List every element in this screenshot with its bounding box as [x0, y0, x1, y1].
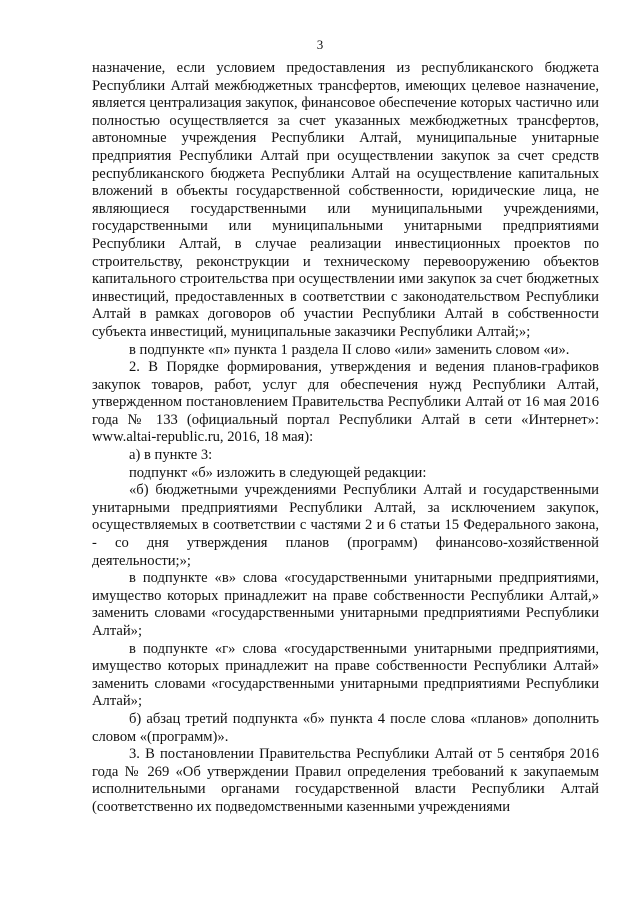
paragraph-item-3: 3. В постановлении Правительства Республики Алтай от 5 сентября 2016 года № 269 «Об утверждении Правил определения требований к закупаемым исполнительными органами государственной власти Республики Алтай (соответственно их подведомственными казенными учреждениями	[92, 746, 599, 815]
document-body	[92, 60, 599, 817]
page-number: 3	[316, 37, 324, 52]
paragraph-subpoint-b-text: «б) бюджетными учреждениями Республики Алтай и государственными унитарными предприятиями Республики Алтай, за исключением закупок, осуществляемых в соответствии с частями 2 и 6 статьи 15 Федерального закона, - со дня утверждения планов (программ) финансово-хозяйственной деятельности;»;	[92, 482, 599, 569]
paragraph-subpoint-v: в подпункте «в» слова «государственными унитарными предприятиями, имущество которых принадлежит на праве собственности Республики Алтай,» заменить словами «государственными унитарными предприятиями Республики Алтай»;	[92, 570, 599, 639]
paragraph-item-2a: а) в пункте 3:	[129, 447, 213, 464]
paragraph-subpoint-b-intro: подпункт «б» изложить в следующей редакции:	[129, 464, 427, 481]
paragraph-subpoint-g: в подпункте «г» слова «государственными унитарными предприятиями, имущество которых принадлежит на праве собственности Республики Алтай» заменить словами «государственными унитарными предприятиями Республики Алтай»;	[92, 640, 599, 710]
paragraph-item-2b: б) абзац третий подпункта «б» пункта 4 после слова «планов» дополнить словом «(программ)».	[92, 710, 599, 745]
paragraph-item-2: 2. В Порядке формирования, утверждения и ведения планов-графиков закупок товаров, работ, услуг для обеспечения нужд Республики Алтай, утвержденном постановлением Правительства Республики Алтай от 16 мая 2016 года № 133 (официальный портал Республики Алтай в сети «Интернет»: www.altai-republic.ru, 2016, 18 мая):	[92, 359, 599, 446]
paragraph-continuation: назначение, если условием предоставления из республиканского бюджета Республики Алтай межбюджетных трансфертов, имеющих целевое назначение, является централизация закупок, финансовое обеспечение которых частично или полностью осуществляется за счет указанных межбюджетных трансфертов, автономные учреждения Республики Алтай, муниципальные унитарные предприятия Республики Алтай при осуществлении закупок за счет средств республиканского бюджета Республики Алтай на осуществление капитальных вложений в объекты государственной собственности, юридические лица, не являющиеся государственными или муниципальными учреждениями, государственными или муниципальными унитарными предприятиями Республики Алтай, в случае реализации инвестиционных проектов по строительству, реконструкции и техническому перевооружению объектов капитального строительства при осуществлении ими закупок за счет бюджетных инвестиций, предоставленных в соответствии с законодательством Республики Алтай в рамках договоров об участии Республики Алтай в собственности субъекта инвестиций, муниципальные заказчики Республики Алтай;»;	[92, 60, 599, 340]
paragraph-subpoint-p: в подпункте «п» пункта 1 раздела II слово «или» заменить словом «и».	[129, 341, 570, 358]
